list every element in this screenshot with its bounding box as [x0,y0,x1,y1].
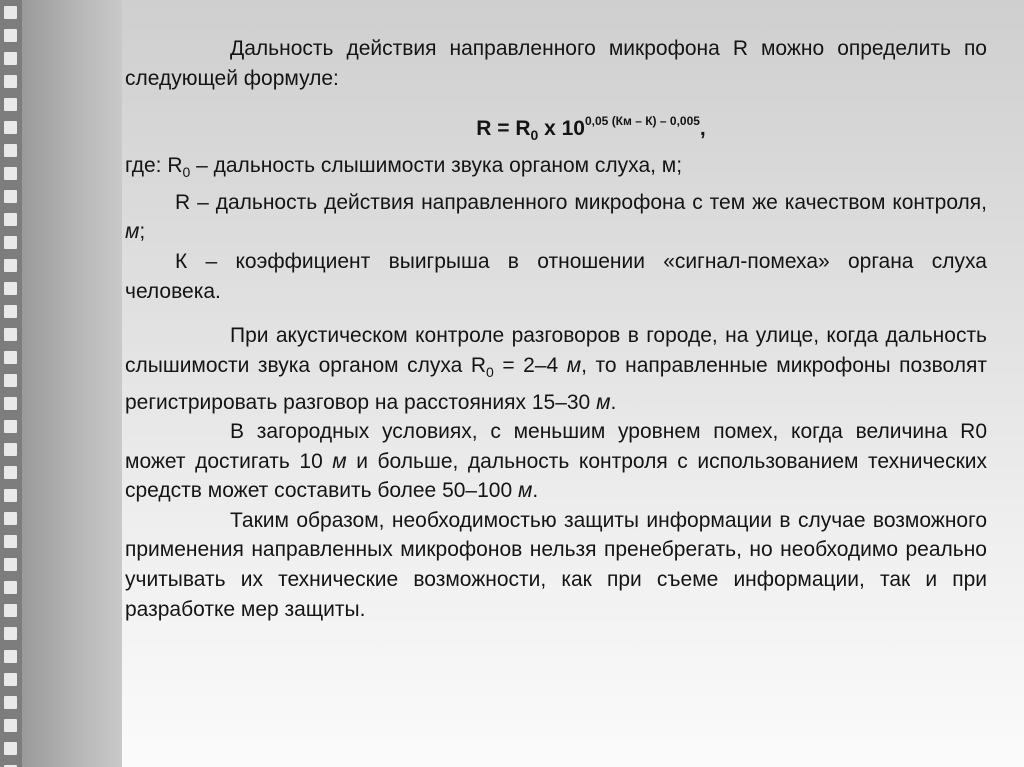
film-perforation [4,650,17,663]
film-perforation [4,719,17,732]
slide-content [125,34,987,624]
film-perforation [4,742,17,755]
film-perforation [4,328,17,341]
film-perforation [4,466,17,479]
film-perforation [4,121,17,134]
film-perforation [4,673,17,686]
definition-r0: где: $R_0$ – дальность слышимости звука органом слуха, м; [125,153,683,181]
film-perforation [4,29,17,42]
film-perforation [4,397,17,410]
film-perforation [4,374,17,387]
conclusion-paragraph: Таким образом, необходимостью защиты информации в случае возможного применения направленных микрофонов нельзя пренебрегать, но необходимо реально учитывать их технические возможности, как при съеме информации, так и при разработке мер защиты. [125,508,987,621]
definition-r: R – дальность действия направленного микрофона с тем же качеством контроля, м; [125,190,987,244]
film-perforation [4,351,17,364]
film-perforation [4,190,17,203]
film-perforation [4,6,17,19]
film-perforation [4,305,17,318]
film-perforation [4,213,17,226]
formula: $R = R_0$ x $10^{0,05 (Км - К) - 0,005}$, [476,114,706,144]
film-perforation [4,512,17,525]
film-perforation [4,98,17,111]
film-perforation [4,282,17,295]
city-paragraph: При акустическом контроле разговоров в городе, на улице, когда дальность слышимости звука органом слуха $R_0 = 2-4$ м, то направленные микрофоны позволят регистрировать разговор на расстояниях 15–30 м. [125,324,987,414]
film-perforation [4,52,17,65]
film-perforation [4,75,17,88]
film-strip-decoration [0,0,22,767]
film-perforation [4,443,17,456]
film-perforation [4,420,17,433]
film-perforation [4,604,17,617]
film-perforation [4,535,17,548]
intro-paragraph: Дальность действия направленного микрофона R можно определить по следующей формуле: [125,37,987,90]
definition-k: К – коэффициент выигрыша в отношении «сигнал-помеха» органа слуха человека. [125,249,987,303]
country-paragraph: В загородных условиях, с меньшим уровнем помех, когда величина R0 может достигать 10 м и больше, дальность контроля с использованием технических средств может составить более 50–100 м. [125,420,987,503]
film-perforation [4,167,17,180]
film-perforation [4,144,17,157]
left-shade-decoration [22,0,122,767]
film-perforation [4,627,17,640]
film-perforation [4,259,17,272]
film-perforation [4,236,17,249]
film-perforation [4,696,17,709]
film-perforation [4,581,17,594]
film-perforation [4,558,17,571]
film-perforation [4,489,17,502]
formula-exponent: 0,05 (Км – К) – 0,005 [585,114,700,129]
